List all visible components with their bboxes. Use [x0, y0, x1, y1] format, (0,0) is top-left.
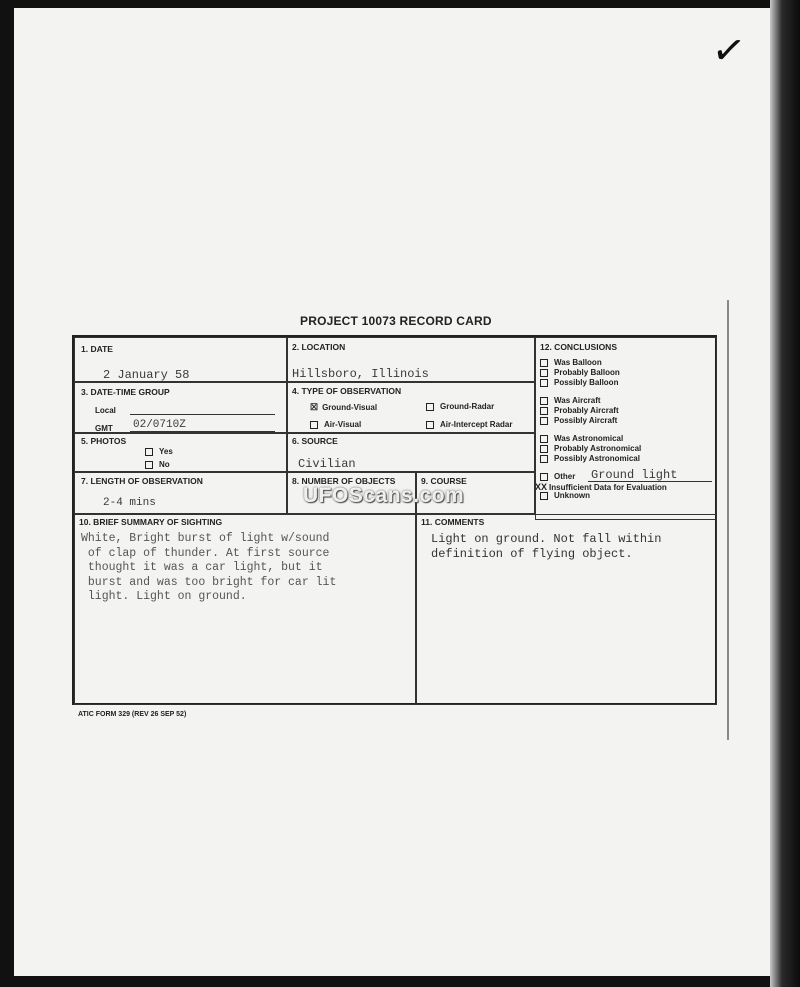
comments-text: Light on ground. Not fall within definition of flying object.: [431, 532, 662, 561]
dtg-label: 3. DATE-TIME GROUP: [81, 387, 170, 397]
obs-type-cell: [287, 382, 535, 433]
obs-air-visual: Air-Visual: [310, 420, 361, 429]
conclusion-other: Other: [540, 472, 575, 481]
objects-label: 8. NUMBER OF OBJECTS: [292, 476, 396, 486]
conclusion-probably-astronomical: Probably Astronomical: [540, 444, 641, 453]
photos-no: No: [145, 460, 170, 469]
conclusion-possibly-aircraft: Possibly Aircraft: [540, 416, 617, 425]
conclusion-possibly-balloon: Possibly Balloon: [540, 378, 618, 387]
conclusion-possibly-astronomical: Possibly Astronomical: [540, 454, 640, 463]
comments-cell: [416, 514, 717, 705]
source-label: 6. SOURCE: [292, 436, 338, 446]
conclusion-probably-balloon: Probably Balloon: [540, 368, 620, 377]
source-value: Civilian: [298, 457, 356, 471]
date-value: 2 January 58: [103, 368, 190, 382]
conclusion-was-aircraft: Was Aircraft: [540, 396, 601, 405]
local-label: Local: [95, 406, 116, 415]
conclusion-was-balloon: Was Balloon: [540, 358, 602, 367]
page-crease: [727, 300, 729, 740]
dtg-cell: [74, 382, 287, 433]
photos-cell: [74, 433, 287, 472]
conclusion-probably-aircraft: Probably Aircraft: [540, 406, 619, 415]
length-value: 2-4 mins: [103, 497, 156, 509]
gmt-value: 02/0710Z: [133, 419, 186, 431]
conclusion-unknown: Unknown: [540, 491, 590, 500]
photos-yes: Yes: [145, 447, 173, 456]
source-cell: [287, 433, 535, 472]
length-label: 7. LENGTH OF OBSERVATION: [81, 476, 203, 486]
watermark: UFOScans.com: [303, 484, 465, 507]
checkmark: ✓: [708, 25, 749, 77]
form-footer: ATIC FORM 329 (REV 26 SEP 52): [78, 711, 187, 718]
course-label: 9. COURSE: [421, 476, 467, 486]
insufficient-mark: XX: [535, 482, 548, 492]
conclusion-insufficient-data: XX Insufficient Data for Evaluation: [535, 482, 667, 492]
gmt-label: GMT: [95, 424, 113, 433]
record-card: [72, 335, 717, 705]
obs-ground-radar: Ground-Radar: [426, 402, 494, 411]
conclusion-other-value: Ground light: [591, 468, 678, 482]
checked-box: ☒: [310, 402, 319, 412]
card-title: PROJECT 10073 RECORD CARD: [300, 314, 492, 328]
location-label: 2. LOCATION: [292, 342, 346, 352]
photos-label: 5. PHOTOS: [81, 436, 127, 446]
length-cell: [74, 472, 287, 514]
obs-ground-visual: ☒ Ground-Visual: [310, 402, 378, 412]
obs-type-label: 4. TYPE OF OBSERVATION: [292, 386, 402, 396]
comments-label: 11. COMMENTS: [421, 517, 485, 527]
date-cell: [74, 337, 287, 382]
summary-label: 10. BRIEF SUMMARY OF SIGHTING: [79, 517, 223, 527]
scan-edge: [770, 0, 800, 987]
obs-air-intercept-radar: Air-Intercept Radar: [426, 420, 512, 429]
date-label: 1. DATE: [81, 344, 113, 354]
location-value: Hillsboro, Illinois: [292, 367, 429, 381]
summary-cell: [74, 514, 416, 705]
summary-text: White, Bright burst of light w/sound of clap of thunder. At first source thought it was a car light, but it burst and was too bright for car lit light. Light on ground.: [81, 532, 337, 603]
conclusion-was-astronomical: Was Astronomical: [540, 434, 623, 443]
location-cell: [287, 337, 535, 382]
conclusions-label: 12. CONCLUSIONS: [540, 342, 617, 352]
